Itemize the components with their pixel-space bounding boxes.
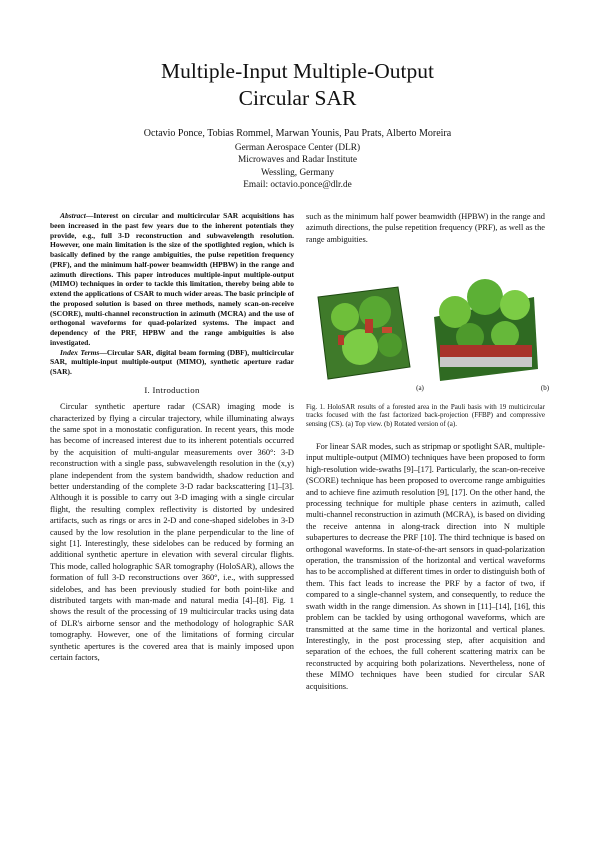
affiliation-line-3: Wessling, Germany <box>260 167 335 178</box>
figure-1 <box>306 257 545 385</box>
abstract <box>50 211 294 348</box>
section-heading-introduction: I. Introduction <box>144 384 200 395</box>
right-column-body <box>306 441 545 692</box>
abstract-text: —Interest on circular and multicircular SAR acquisitions has been increased in the past few years due to the inherent potentials they provide, e.g., full 3-D reconstruction and subwavelength resolution. However, one main limitation is the size of the spotlighted region, which is basically defined by the range ambiguities, the pulse repetition frequency (PRF), and the minimum half-power beamwidth (HPBW) in the range and azimuth directions. This paper introduces multiple-input multiple-output (MIMO) techniques in order to tackle this limitation, thereby being able to extend the applications of CSAR to much wider areas. The basic principle of the proposed solution is based on three methods, namely scan-on-receive (SCORE), multi-channel reconstruction in azimuth (MCRA) and the use of orthogonal waveforms for quad-polarized systems. The impact and dependency of the PRF, HPBW and the range ambiguities is also investigated. <box>50 211 294 347</box>
affiliation-line-1: German Aerospace Center (DLR) <box>234 143 361 153</box>
right-column-top <box>306 211 545 245</box>
left-column <box>50 211 294 664</box>
mimo-paragraph: For linear SAR modes, such as stripmap or spotlight SAR, multiple-input multiple-output (MIMO) techniques have been proposed to form high-resolution wide-swaths [9]–[17]. Particularly, the scan-on-receive (SCORE) technique has been proposed to overcome range ambiguities and to achieve fine azimuth resolution [9], [17]. On the other hand, the processing technique for multiple phase centers in azimuth, called multi-channel reconstruction in azimuth (MCRA), is based on dividing the receive antenna in along-track direction into N multiple subapertures to decrease the PRF [10]. The third technique is based on orthogonal waveforms. In state-of-the-art sensors in quad-polarization operation, the transmission of the horizontal and vertical waveforms has to be accomplished at different times in order to distinguish both of them. This fact leads to increase the PRF by a factor of two, if compared to a single-channel system, and consequently, to reduce the swath width in the range dimension. As shown in [11]–[14], [16], this problem can be tackled by using orthogonal waveforms, which are transmitted at the same time in the horizontal and vertical planes. Interestingly, in the post processing step, after acquisition and separation of the echoes, the full coherent scattering matrix can be reconstructed by acquiring both polarizations. Nevertheless, none of these MIMO techniques have been studied for circular SAR acquisitions. <box>306 442 545 691</box>
affiliation-line-2: Microwaves and Radar Institute <box>237 155 358 166</box>
index-terms-text: —Circular SAR, digital beam forming (DBF), multicircular SAR, multiple-input multiple-output (MIMO), synthetic aperture radar (SAR). <box>50 347 294 376</box>
figure-1b-image <box>430 257 542 385</box>
abstract-lead: Abstract <box>60 211 86 220</box>
title-line-2: Circular SAR <box>238 86 357 110</box>
index-terms <box>50 348 294 377</box>
affiliation-block <box>0 142 595 191</box>
intro-paragraph: Circular synthetic aperture radar (CSAR) imaging mode is characterized by flying a circular trajectory, while illuminating always the same spot in a monostatic configuration. In recent years, this mode has become of increased interest due to its inherent potentials occurred by the acquisition of multi-angular measurements over 360°: 3-D reconstruction with a single pass, subwavelength resolution in the (x,y) plane independent from the system bandwidth, shadow reduction and better understanding of the complete 3-D radar backscattering [1]–[3]. Although it is possible to carry out 3-D imaging with a single circular flight, the resulting complex reflectivity is distorted by undesired artifacts, such as rings or arcs in 2-D and cone-shaped sidelobes in 3-D caused by the low resolution in the plane perpendicular to the line of sight [1]. Interestingly, these sidelobes can be reduced by forming an additional synthetic aperture in elevation with several circular flights. This mode, called holographic SAR tomography (HoloSAR), allows the formation of full 3-D reconstructions over 360°, i.e., with suppressed sidelobes, and has been previously studied for both point-like and distributed targets with man-made and natural media [4]–[8]. Fig. 1 shows the result of the processing of 19 multicircular tracks using data of DLR's airborne sensor and the methodology of holographic SAR tomography. However, one of the limitations of forming circular synthetic apertures is the covered area that is mainly imposed upon certain factors, <box>50 402 294 663</box>
paper-title <box>0 58 595 112</box>
figure-1b-label: (b) <box>540 384 550 392</box>
title-line-1: Multiple-Input Multiple-Output <box>161 59 434 83</box>
figure-1-caption: Fig. 1. HoloSAR results of a forested area in the Pauli basis with 19 multicircular tracks focused with the fast factorized back-projection (FFBP) and compressive sensing (CS). (a) Top view. (b) Rotated version of (a). <box>306 403 545 428</box>
author-list: Octavio Ponce, Tobias Rommel, Marwan Younis, Pau Prats, Alberto Moreira <box>143 128 452 139</box>
figure-1a-label: (a) <box>416 384 424 392</box>
right-top-paragraph: such as the minimum half power beamwidth (HPBW) in the range and azimuth directions, the pulse repetition frequency (PRF), as well as the range ambiguities. <box>306 212 545 244</box>
affiliation-email: Email: octavio.ponce@dlr.de <box>243 179 352 190</box>
figure-1a-image <box>310 257 422 385</box>
index-terms-lead: Index Terms <box>60 347 100 357</box>
